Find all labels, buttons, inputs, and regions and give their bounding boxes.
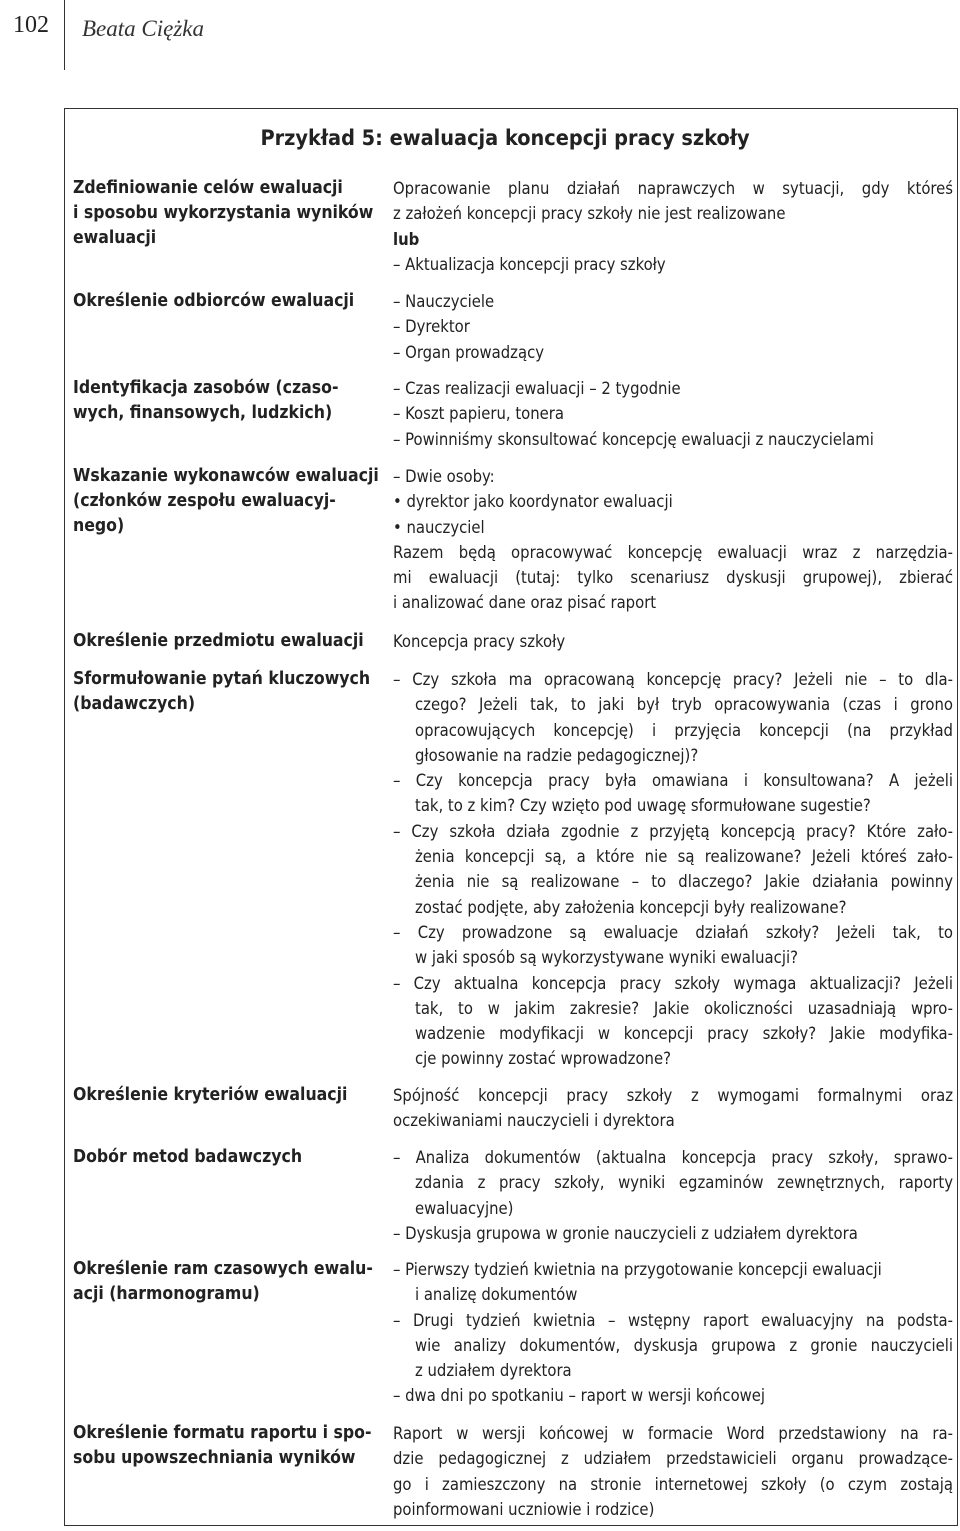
content-line: z założeń koncepcji pracy szkoły nie jest realizowane	[393, 204, 786, 224]
content-line: mi ewaluacji (tutaj: tylko scenariusz dyskusji grupowej), zbierać	[393, 568, 953, 588]
row-label: Identyfikacja zasobów (czaso- wych, finansowych, ludzkich)	[73, 378, 339, 423]
content-line: – Dyrektor	[393, 317, 470, 337]
content-line: opracowujących koncepcję) i przyjęcia koncepcji (na przykład	[415, 720, 953, 740]
content-line: wie analizy dokumentów, dyskusja grupowa z gronie nauczycieli	[415, 1335, 953, 1355]
content-line: – Aktualizacja koncepcji pracy szkoły	[393, 254, 666, 274]
running-head-author: Beata Ciężka	[82, 16, 204, 41]
content-line: – Pierwszy tydzień kwietnia na przygotowanie koncepcji ewaluacji	[393, 1260, 882, 1279]
content-line: Raport w wersji końcowej w formacie Word przedstawiony na ra-	[393, 1424, 953, 1443]
content-line: tak, to w jakim zakresie? Jakie okoliczności uzasadniają wpro-	[415, 998, 953, 1018]
content-line: oczekiwaniami nauczycieli i dyrektora	[393, 1111, 675, 1131]
row-content	[393, 289, 953, 365]
content-line: czego? Jeżeli tak, to jaki był tryb opracowywania (czas i grono	[415, 695, 953, 715]
content-line: w jaki sposób są wykorzystywane wyniki ewaluacji?	[415, 948, 798, 968]
content-line: Spójność koncepcji pracy szkoły z wymogami formalnymi oraz	[393, 1086, 953, 1105]
page-number: 102	[13, 12, 49, 38]
content-line: głosowanie na radzie pedagogicznej)?	[415, 745, 699, 765]
row-content	[393, 376, 953, 452]
row-label: Określenie kryteriów ewaluacji	[73, 1085, 348, 1105]
content-line: dzie pedagogicznej z udziałem przedstawicieli organu prowadzące-	[393, 1449, 953, 1469]
content-line: zdania z pracy szkoły, wyniki egzaminów zewnętrznych, raporty	[415, 1173, 953, 1193]
content-line: – Drugi tydzień kwietnia – wstępny raport ewaluacyjny na podsta-	[393, 1310, 953, 1330]
row-content	[393, 1083, 953, 1134]
content-line: zostać podjęte, aby założenia koncepcji były realizowane?	[415, 897, 847, 917]
row-label: Zdefiniowanie celów ewaluacji i sposobu wykorzystania wyników ewaluacji	[73, 178, 374, 248]
content-line: – Powinniśmy skonsultować koncepcję ewaluacji z nauczycielami	[393, 429, 874, 449]
content-line: żenia koncepcji są, a które nie są realizowane? Jeżeli któreś zało-	[415, 847, 953, 867]
row-content	[393, 1257, 953, 1409]
row-label: Określenie odbiorców ewaluacji	[73, 291, 355, 311]
row-content	[393, 629, 953, 654]
row-label: Określenie przedmiotu ewaluacji	[73, 631, 364, 651]
content-line: cje powinny zostać wprowadzone?	[415, 1049, 671, 1069]
content-line: – Czas realizacji ewaluacji – 2 tygodnie	[393, 379, 681, 398]
content-line: Opracowanie planu działań naprawczych w sytuacji, gdy któreś	[393, 179, 953, 198]
row-content	[393, 667, 953, 1072]
content-line: żenia nie są realizowane – to dlaczego? Jakie działania powinny	[415, 872, 953, 892]
row-content	[393, 1421, 953, 1522]
content-line: – Czy szkoła ma opracowaną koncepcję pracy? Jeżeli nie – to dla-	[393, 670, 953, 689]
row-content	[393, 176, 953, 277]
row-label: Określenie formatu raportu i spo- sobu upowszechniania wyników	[73, 1423, 372, 1468]
content-line: tak, to z kim? Czy wzięto pod uwagę sformułowane sugestie?	[415, 796, 871, 816]
content-line: ewaluacyjne)	[415, 1198, 514, 1218]
content-line: – Czy szkoła działa zgodnie z przyjętą koncepcją pracy? Które zało-	[393, 821, 953, 841]
content-line: – Dwie osoby:	[393, 467, 495, 486]
row-content	[393, 464, 953, 616]
row-label: Wskazanie wykonawców ewaluacji (członków zespołu ewaluacyj- nego)	[73, 466, 379, 536]
content-line: – Czy prowadzone są ewaluacje działań szkoły? Jeżeli tak, to	[393, 922, 953, 942]
content-line: • nauczyciel	[393, 517, 485, 537]
row-label: Dobór metod badawczych	[73, 1147, 303, 1167]
box-title: Przykład 5: ewaluacja koncepcji pracy szkoły	[260, 126, 750, 151]
content-line: poinformowani uczniowie i rodzice)	[393, 1499, 655, 1519]
content-line: – dwa dni po spotkaniu – raport w wersji końcowej	[393, 1386, 766, 1406]
content-line: – Analiza dokumentów (aktualna koncepcja pracy szkoły, sprawo-	[393, 1148, 953, 1167]
content-line: z udziałem dyrektora	[415, 1361, 572, 1381]
content-line: • dyrektor jako koordynator ewaluacji	[393, 492, 673, 512]
content-line: wadzenie modyfikacji w koncepcji pracy szkoły? Jakie modyfika-	[415, 1024, 953, 1044]
content-line: – Koszt papieru, tonera	[393, 404, 564, 424]
header-divider	[64, 0, 65, 70]
content-line: lub	[393, 229, 420, 249]
row-label: Sformułowanie pytań kluczowych (badawczych)	[73, 669, 371, 714]
content-line: Razem będą opracowywać koncepcję ewaluacji wraz z narzędzia-	[393, 542, 953, 562]
row-label: Określenie ram czasowych ewalu- acji (harmonogramu)	[73, 1259, 373, 1304]
content-line: – Nauczyciele	[393, 292, 495, 311]
row-content	[393, 1145, 953, 1246]
content-line: i analizę dokumentów	[415, 1285, 578, 1305]
content-line: – Czy koncepcja pracy była omawiana i konsultowana? A jeżeli	[393, 771, 953, 791]
content-line: go i zamieszczony na stronie internetowej szkoły (o czym zostają	[393, 1474, 953, 1494]
content-line: i analizować dane oraz pisać raport	[393, 593, 657, 613]
content-line: – Organ prowadzący	[393, 342, 545, 362]
content-line: – Dyskusja grupowa w gronie nauczycieli z udziałem dyrektora	[393, 1223, 858, 1243]
content-line: Koncepcja pracy szkoły	[393, 632, 566, 651]
content-line: – Czy aktualna koncepcja pracy szkoły wymaga aktualizacji? Jeżeli	[393, 973, 953, 993]
